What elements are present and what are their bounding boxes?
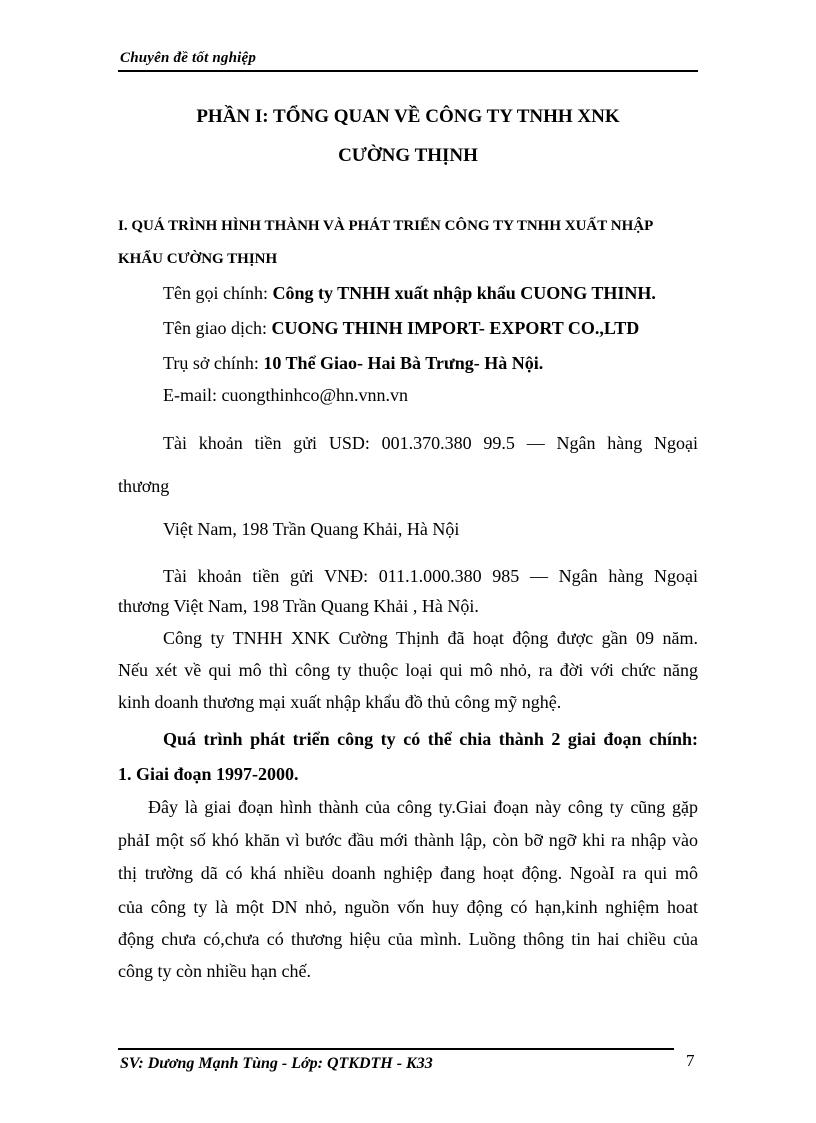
usd-account-line3: Việt Nam, 198 Trần Quang Khải, Hà Nội [163, 519, 460, 539]
info-name [163, 283, 698, 304]
page-number: 7 [686, 1051, 695, 1070]
intro-line2: Nếu xét về qui mô thì công ty thuộc loại qui mô nhỏ, ra đời với chức năng [118, 660, 698, 680]
phases-heading: Quá trình phát triển công ty có thể chia thành 2 giai đoạn chính: [163, 729, 698, 749]
page-title: PHẦN I: TỔNG QUAN VỀ CÔNG TY TNHH XNK [196, 106, 620, 127]
usd-account-line2: thương [118, 476, 170, 496]
phase1-line: công ty còn nhiều hạn chế. [118, 961, 311, 981]
usd-account-line1: Tài khoản tiền gửi USD: 001.370.380 99.5 — Ngân hàng Ngoại [163, 433, 698, 453]
phase1-line: động chưa có,chưa có thương hiệu của mình. Luồng thông tin hai chiều của [118, 929, 698, 949]
vnd-account-line2: thương Việt Nam, 198 Trần Quang Khải , Hà Nội. [118, 596, 479, 616]
phase1-line: thị trường dã có khá nhiều doanh nghiệp đang hoạt động. NgoàI ra qui mô [118, 863, 698, 883]
phase1-line: Đây là giai đoạn hình thành của công ty.Giai đoạn này công ty cũng gặp [148, 797, 698, 817]
intro-line3: kinh doanh thương mại xuất nhập khẩu đồ thủ công mỹ nghệ. [118, 692, 562, 712]
phase1-title: 1. Giai đoạn 1997-2000. [118, 764, 299, 784]
vnd-account-line1: Tài khoản tiền gửi VNĐ: 011.1.000.380 985 — Ngân hàng Ngoại [163, 566, 698, 586]
running-header: Chuyên đề tốt nghiệp [120, 50, 257, 66]
phase1-line: của công ty là một DN nhỏ, nguồn vốn huy động có hạn,kinh nghiệm hoat [118, 897, 698, 917]
info-email: E-mail: cuongthinhco@hn.vnn.vn [163, 385, 409, 405]
section-heading-line2: KHẨU CƯỜNG THỊNH [118, 251, 278, 267]
phase1-line: phảI một số khó khăn vì bước đầu mới thành lập, còn bỡ ngỡ khi ra nhập vào [118, 830, 698, 850]
info-hq [163, 353, 698, 374]
info-hq-value: 10 Thể Giao- Hai Bà Trưng- Hà Nội. [263, 353, 544, 373]
info-name-label: Tên gọi chính: [163, 283, 273, 303]
footer-author: SV: Dương Mạnh Tùng - Lớp: QTKDTH - K33 [120, 1055, 433, 1072]
info-trade-label: Tên giao dịch: [163, 318, 272, 338]
info-hq-label: Trụ sở chính: [163, 353, 264, 373]
info-trade-value: CUONG THINH IMPORT- EXPORT CO.,LTD [271, 318, 640, 338]
info-trade [163, 318, 698, 339]
page-title-line2: CƯỜNG THỊNH [338, 145, 478, 166]
info-name-value: Công ty TNHH xuất nhập khẩu CUONG THINH. [272, 283, 656, 303]
footer-rule [118, 1048, 674, 1050]
intro-line1: Công ty TNHH XNK Cường Thịnh đã hoạt động được gần 09 năm. [163, 628, 698, 648]
header-rule [118, 70, 698, 72]
section-heading: I. QUÁ TRÌNH HÌNH THÀNH VÀ PHÁT TRIỂN CÔNG TY TNHH XUẤT NHẬP [118, 218, 654, 234]
